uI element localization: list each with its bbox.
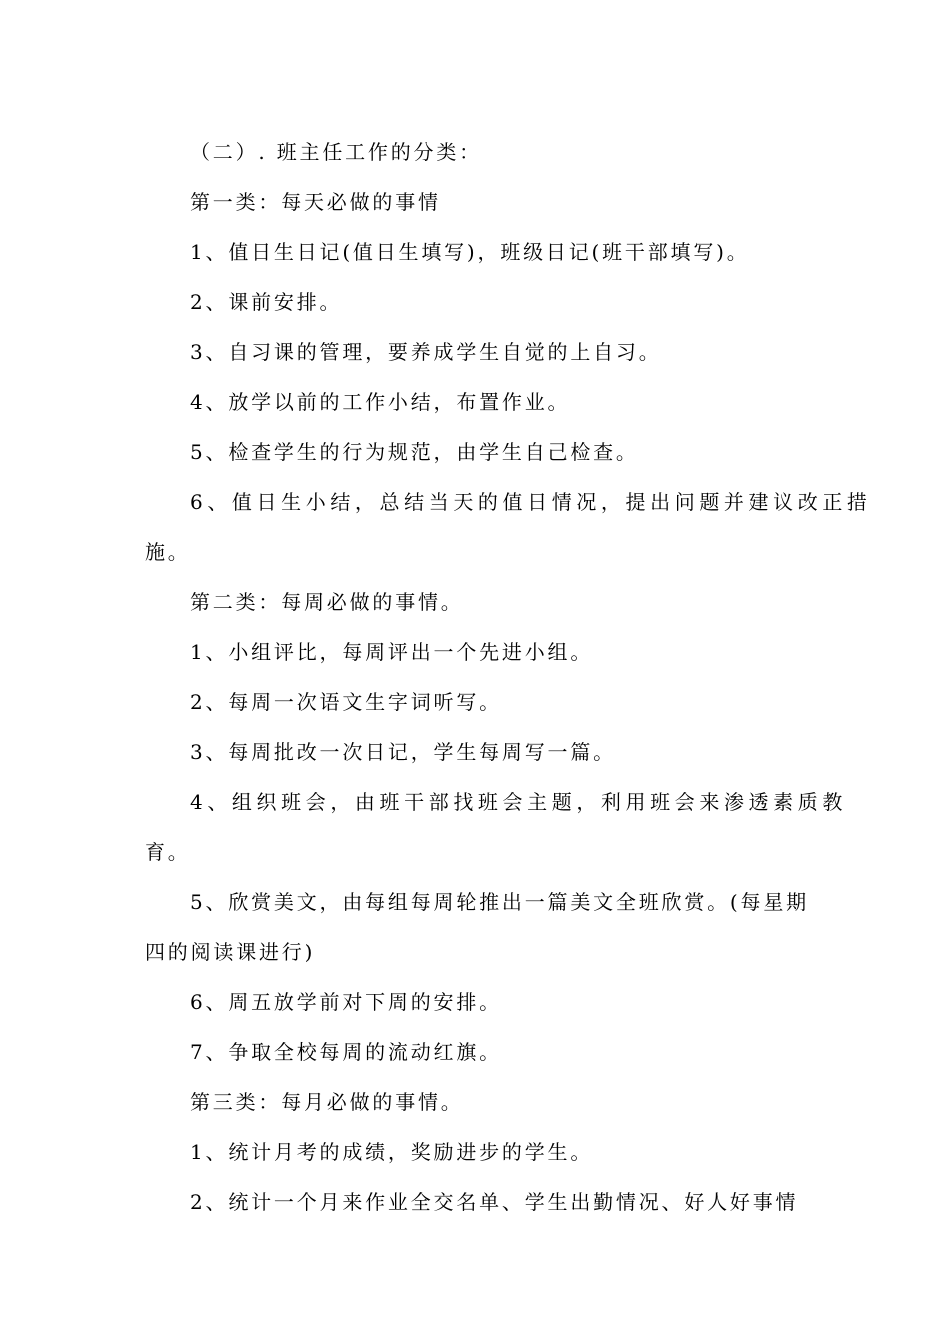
weekly-item-4: 4、组织班会，由班干部找班会主题，利用班会来渗透素质教 <box>190 790 847 814</box>
weekly-item-4-continued: 育。 <box>145 840 191 864</box>
daily-item-6: 6、值日生小结，总结当天的值日情况，提出问题并建议改正措 <box>190 490 872 514</box>
weekly-item-5-continued: 四的阅读课进行) <box>145 940 316 964</box>
weekly-item-5: 5、欣赏美文，由每组每周轮推出一篇美文全班欣赏。(每星期 <box>190 890 809 914</box>
weekly-item-6: 6、周五放学前对下周的安排。 <box>190 990 502 1014</box>
section-heading: （二）. 班主任工作的分类： <box>190 140 482 164</box>
daily-item-2: 2、课前安排。 <box>190 290 343 314</box>
daily-item-5: 5、检查学生的行为规范，由学生自己检查。 <box>190 440 639 464</box>
weekly-item-1: 1、小组评比，每周评出一个先进小组。 <box>190 640 594 664</box>
daily-item-3: 3、自习课的管理，要养成学生自觉的上自习。 <box>190 340 662 364</box>
category-heading-weekly: 第二类：每周必做的事情。 <box>190 590 464 614</box>
weekly-item-7: 7、争取全校每周的流动红旗。 <box>190 1040 502 1064</box>
category-heading-daily: 第一类：每天必做的事情 <box>190 190 441 214</box>
daily-item-6-continued: 施。 <box>145 540 191 564</box>
weekly-item-2: 2、每周一次语文生字词听写。 <box>190 690 502 714</box>
daily-item-4: 4、放学以前的工作小结，布置作业。 <box>190 390 571 414</box>
weekly-item-3: 3、每周批改一次日记，学生每周写一篇。 <box>190 740 616 764</box>
monthly-item-1: 1、统计月考的成绩，奖励进步的学生。 <box>190 1140 594 1164</box>
category-heading-monthly: 第三类：每月必做的事情。 <box>190 1090 464 1114</box>
daily-item-1: 1、值日生日记(值日生填写)，班级日记(班干部填写)。 <box>190 240 750 264</box>
monthly-item-2: 2、统计一个月来作业全交名单、学生出勤情况、好人好事情 <box>190 1190 799 1214</box>
